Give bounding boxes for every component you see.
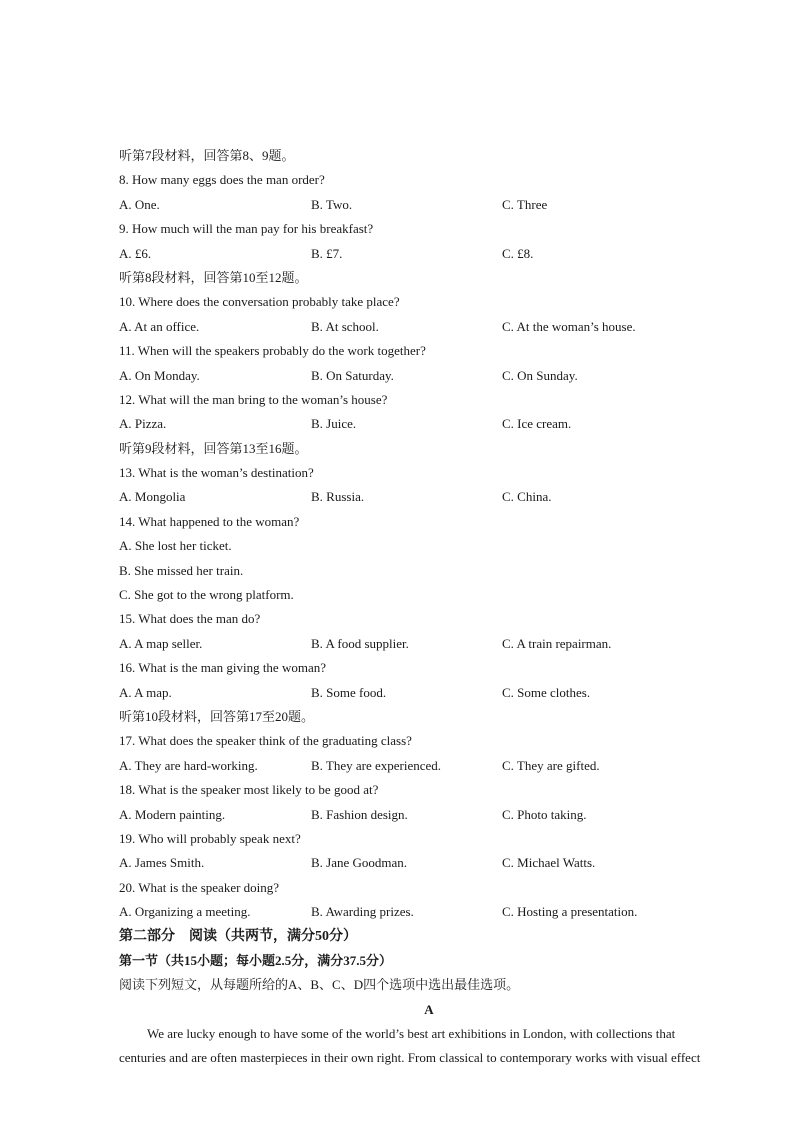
option-a: A. Modern painting. (119, 806, 226, 822)
option-a: A. £6. (119, 245, 152, 261)
option-c: C. China. (502, 489, 552, 505)
option-b: B. Fashion design. (311, 806, 408, 822)
option-c: C. On Sunday. (502, 367, 578, 383)
option-b: B. Two. (311, 196, 353, 212)
option-a: A. Pizza. (119, 416, 167, 432)
option-a: A. One. (119, 196, 160, 212)
part-two-instructions: 阅读下列短文，从每题所给的A、B、C、D四个选项中选出最佳选项。 (119, 977, 520, 993)
question-14-stem: 14. What happened to the woman? (119, 513, 300, 529)
option-a: A. A map. (119, 684, 172, 700)
option-c: C. Hosting a presentation. (502, 904, 638, 920)
question-9-options (119, 242, 739, 266)
option-c: C. At the woman’s house. (502, 318, 636, 334)
option-b: B. Juice. (311, 416, 357, 432)
question-10-stem: 10. Where does the conversation probably take place? (119, 294, 400, 310)
passage-label: A (424, 1001, 434, 1017)
question-14-option-b: B. She missed her train. (119, 562, 244, 578)
option-a: A. At an office. (119, 318, 200, 334)
option-b: B. On Saturday. (311, 367, 394, 383)
option-a: A. On Monday. (119, 367, 200, 383)
part-two-title: 第二部分 阅读（共两节，满分50分） (119, 928, 357, 944)
option-c: C. Michael Watts. (502, 855, 596, 871)
option-b: B. Russia. (311, 489, 365, 505)
question-9-stem: 9. How much will the man pay for his breakfast? (119, 221, 374, 237)
question-17-options (119, 754, 739, 778)
question-8-stem: 8. How many eggs does the man order? (119, 172, 325, 188)
question-17-stem: 17. What does the speaker think of the graduating class? (119, 733, 412, 749)
question-10-options (119, 315, 739, 339)
question-11-options (119, 364, 739, 388)
part-two-section-one: 第一节（共15小题；每小题2.5分，满分37.5分） (119, 952, 393, 968)
option-b: B. Awarding prizes. (311, 904, 414, 920)
option-c: C. Some clothes. (502, 684, 591, 700)
question-19-stem: 19. Who will probably speak next? (119, 830, 301, 846)
section-heading-9: 听第9段材料，回答第13至16题。 (119, 440, 308, 456)
option-a: A. Mongolia (119, 489, 186, 505)
option-c: C. £8. (502, 245, 534, 261)
section-heading-8: 听第8段材料，回答第10至12题。 (119, 269, 308, 285)
option-b: B. At school. (311, 318, 379, 334)
question-20-options (119, 900, 739, 924)
question-12-stem: 12. What will the man bring to the woman’s house? (119, 391, 388, 407)
option-b: B. Some food. (311, 684, 387, 700)
section-heading-10: 听第10段材料，回答第17至20题。 (119, 708, 315, 724)
option-c: C. Photo taking. (502, 806, 587, 822)
passage-line-2: centuries and are often masterpieces in their own right. From classical to contemporary works with visual effect (119, 1050, 701, 1066)
option-a: A. They are hard-working. (119, 757, 258, 773)
question-20-stem: 20. What is the speaker doing? (119, 879, 280, 895)
question-13-stem: 13. What is the woman’s destination? (119, 465, 314, 481)
question-13-options (119, 485, 739, 509)
question-16-options (119, 681, 739, 705)
option-b: B. They are experienced. (311, 757, 442, 773)
question-11-stem: 11. When will the speakers probably do the work together? (119, 343, 426, 359)
question-16-stem: 16. What is the man giving the woman? (119, 660, 326, 676)
question-14-option-c: C. She got to the wrong platform. (119, 587, 294, 603)
option-a: A. James Smith. (119, 855, 205, 871)
question-12-options (119, 412, 739, 436)
question-18-options (119, 803, 739, 827)
option-b: B. £7. (311, 245, 343, 261)
passage-line-1: We are lucky enough to have some of the world’s best art exhibitions in London, with collections that (147, 1026, 676, 1042)
option-c: C. Three (502, 196, 548, 212)
option-a: A. A map seller. (119, 635, 203, 651)
section-heading-7: 听第7段材料，回答第8、9题。 (119, 148, 295, 163)
page-content (119, 144, 739, 1071)
option-c: C. Ice cream. (502, 416, 572, 432)
option-a: A. Organizing a meeting. (119, 904, 251, 920)
option-c: C. They are gifted. (502, 757, 600, 773)
question-14-option-a: A. She lost her ticket. (119, 538, 232, 554)
option-b: B. A food supplier. (311, 635, 409, 651)
question-18-stem: 18. What is the speaker most likely to be good at? (119, 782, 379, 798)
question-19-options (119, 851, 739, 875)
option-c: C. A train repairman. (502, 635, 612, 651)
question-8-options (119, 193, 739, 217)
question-15-stem: 15. What does the man do? (119, 611, 261, 627)
question-15-options (119, 632, 739, 656)
option-b: B. Jane Goodman. (311, 855, 408, 871)
